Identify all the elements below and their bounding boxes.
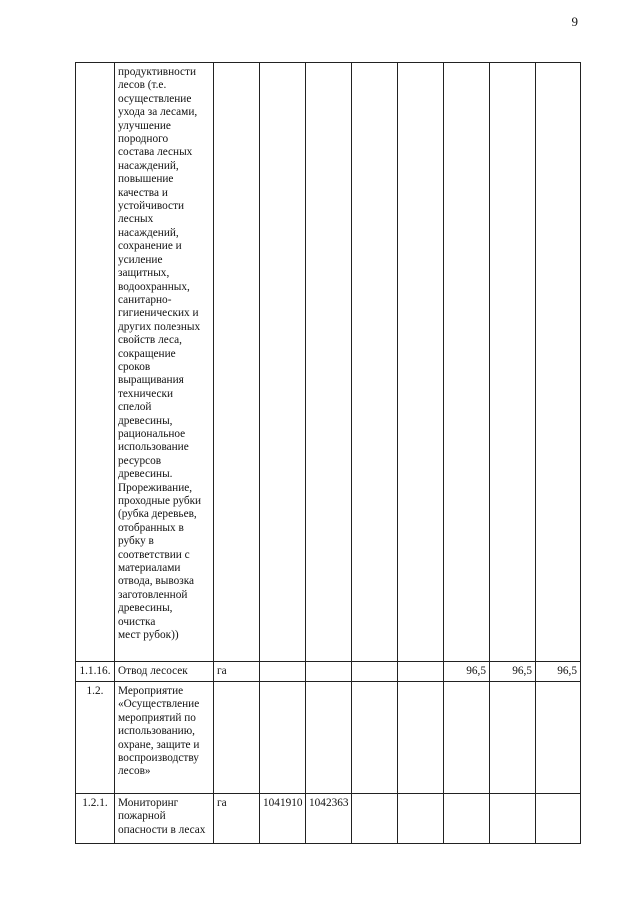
row-name-line: очистка [118, 615, 156, 628]
page-number: 9 [571, 14, 578, 29]
row-value [490, 682, 536, 794]
row-value [444, 682, 490, 794]
row-name-line: спелой [118, 401, 152, 414]
row-name-line: защитных, [118, 267, 170, 280]
row-name-line: санитарно- [118, 293, 172, 306]
row-name-line: лесов» [118, 765, 151, 778]
row-value [306, 682, 352, 794]
row-name-line: качества и [118, 186, 168, 199]
row-value [260, 682, 306, 794]
row-name-line: водоохранных, [118, 280, 190, 293]
table-body [76, 63, 581, 844]
row-name-line: лесов (т.е. [118, 79, 167, 92]
row-value [352, 662, 398, 682]
table-row [76, 794, 581, 844]
row-name-line: использование [118, 441, 189, 454]
row-name-line: породного [118, 133, 169, 146]
row-name-line: рациональное [118, 427, 186, 440]
row-unit [214, 682, 260, 794]
row-code: 1.2. [76, 682, 115, 794]
row-name-line: использованию, [118, 725, 195, 738]
row-name-line: Мониторинг [118, 797, 179, 809]
row-value: 96,5 [536, 662, 581, 682]
row-name-line: рубку в [118, 535, 154, 548]
measures-table [75, 62, 581, 844]
row-name-line: устойчивости [118, 200, 185, 213]
table-row [76, 682, 581, 794]
row-value: 1041910 [260, 794, 306, 844]
row-name-line: насаждений, [118, 226, 179, 239]
row-name-line: мероприятий по [118, 711, 196, 724]
row-name-line: пожарной [118, 810, 166, 823]
row-value: 96,5 [444, 662, 490, 682]
row-value [260, 63, 306, 662]
row-value: 96,5 [490, 662, 536, 682]
row-name-line: Мероприятие [118, 685, 184, 697]
row-name-line: продуктивности [118, 66, 197, 78]
row-name-line: выращивания [118, 374, 184, 387]
row-name-line: технически [118, 387, 174, 400]
row-name-line: Отвод лесосек [118, 665, 188, 677]
row-name [115, 794, 214, 844]
row-value [398, 794, 444, 844]
row-name [115, 682, 214, 794]
row-name-line: состава лесных [118, 146, 193, 159]
row-value [444, 794, 490, 844]
row-name-line: проходные рубки [118, 495, 202, 507]
row-name-line: повышение [118, 173, 174, 186]
row-name-line: свойств леса, [118, 334, 182, 347]
row-name-line: «Осуществление [118, 698, 200, 711]
row-name-line: улучшение [118, 119, 171, 132]
row-code: 1.2.1. [76, 794, 115, 844]
row-name-line: соответствии с [118, 548, 190, 561]
row-name-line: сохранение и [118, 240, 182, 253]
row-name [115, 662, 214, 682]
row-name-line: усиление [118, 253, 163, 266]
row-value [306, 63, 352, 662]
row-value [398, 63, 444, 662]
table-row [76, 662, 581, 682]
row-name-line: Прореживание, [118, 481, 193, 494]
row-name-line: отвода, вывозка [118, 575, 195, 588]
table-row [76, 63, 581, 662]
row-name-line: охране, защите и [118, 738, 200, 751]
row-name-line: насаждений, [118, 159, 179, 172]
row-name-line: мест рубок)) [118, 629, 179, 642]
row-value [352, 63, 398, 662]
row-name-line: ресурсов [118, 454, 162, 467]
row-name-line: других полезных [118, 320, 201, 333]
row-value [398, 662, 444, 682]
row-code [76, 63, 115, 662]
row-value: 1042363 [306, 794, 352, 844]
row-value [260, 662, 306, 682]
row-value [490, 794, 536, 844]
row-name-line: материалами [118, 562, 181, 575]
row-unit [214, 63, 260, 662]
row-name-line: древесины, [118, 414, 173, 427]
row-name-line: сроков [118, 360, 151, 373]
row-value [536, 682, 581, 794]
row-unit: га [214, 662, 260, 682]
row-name-line: (рубка деревьев, [118, 508, 197, 521]
row-name-line: гигиенических и [118, 307, 199, 320]
row-code: 1.1.16. [76, 662, 115, 682]
row-name-line: лесных [118, 213, 154, 226]
row-name [115, 63, 214, 662]
row-name-line: заготовленной [118, 588, 188, 601]
row-value [490, 63, 536, 662]
row-name-line: воспроизводству [118, 752, 199, 765]
row-name-line: древесины. [118, 468, 173, 481]
row-name-line: ухода за лесами, [118, 106, 198, 119]
row-value [536, 63, 581, 662]
row-value [306, 662, 352, 682]
row-name-line: осуществление [118, 92, 192, 105]
row-name-line: древесины, [118, 602, 173, 615]
row-value [398, 682, 444, 794]
row-value [536, 794, 581, 844]
row-name-line: отобранных в [118, 521, 184, 534]
row-value [352, 794, 398, 844]
row-name-line: опасности в лесах [118, 823, 206, 836]
row-unit: га [214, 794, 260, 844]
row-value [352, 682, 398, 794]
row-name-line: сокращение [118, 347, 176, 360]
row-value [444, 63, 490, 662]
